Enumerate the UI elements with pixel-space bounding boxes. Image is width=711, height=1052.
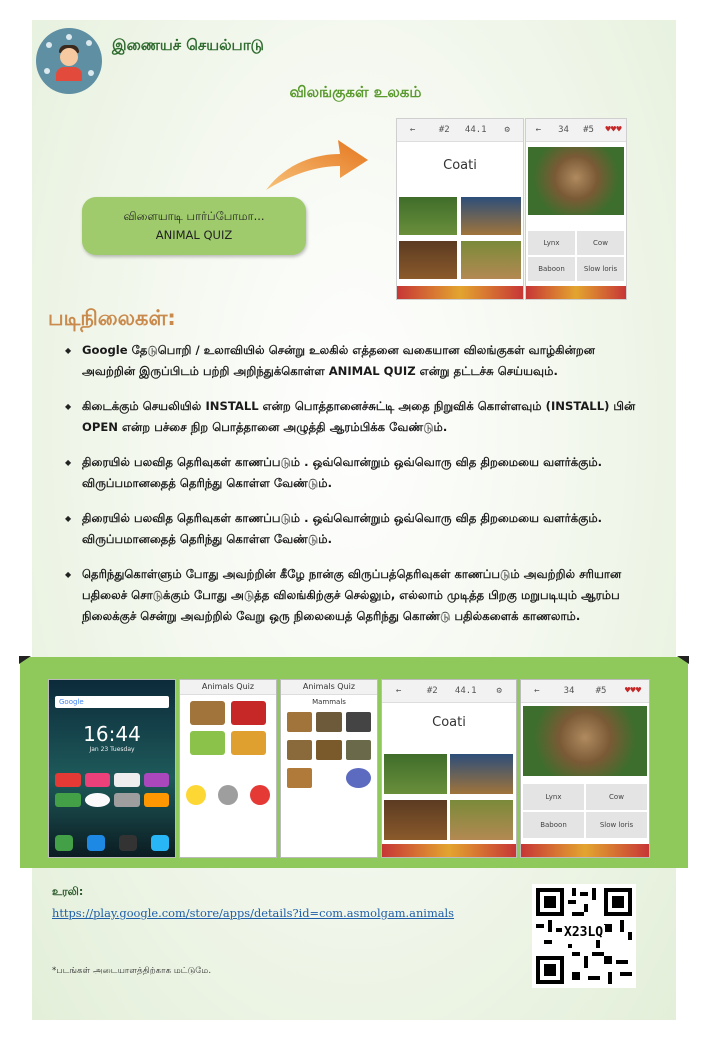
student-shirt: [56, 67, 82, 81]
hearts-icon: ♥♥♥: [605, 125, 622, 135]
gear-icon: ⚙: [504, 125, 510, 135]
animal-photo-coati-2: [461, 197, 521, 235]
answer-option-1[interactable]: Lynx: [528, 231, 575, 255]
category-reptiles[interactable]: [190, 731, 225, 755]
preview-quiz-screen: [396, 118, 524, 300]
step-item: ◆ கிடைக்கும் செயலியில் INSTALL என்ற பொத்தானைச்சுட்டி அதை நிறுவிக் கொள்ளவும் (INSTALL) பின் OPEN என்ற பச்சை நிற பொத்தானை அழுத்தி ஆரம்பிக்க வேண்டும்.: [62, 396, 652, 438]
qr-code-label: X23LQ: [564, 925, 604, 940]
google-search-bar: Google: [55, 696, 169, 708]
browser-icon[interactable]: [151, 835, 169, 851]
app-icon[interactable]: [85, 773, 111, 787]
mode-tile[interactable]: [316, 740, 341, 760]
phone-home-screenshot: [48, 679, 176, 858]
animal-photo-slow-loris: [528, 147, 624, 215]
student-face-icon: [60, 48, 78, 66]
app-icon[interactable]: [55, 773, 81, 787]
level-number: #5: [595, 686, 607, 696]
step-item: ◆ திரையில் பலவித தெரிவுகள் காணப்படும் . ஒவ்வொன்றும் ஒவ்வொரு வித திறமையை வளர்க்கும். விருப்பமானதைத் தெரிந்து கொள்ள வேண்டும்.: [62, 452, 652, 494]
step-item: ◆ Google தேடுபொறி / உலாவியில் சென்று உலகில் எத்தனை வகையான விலங்குகள் வாழ்கின்றன அவற்றின் இருப்பிடம் பற்றி அறிந்துக்கொள்ள ANIMAL QUIZ என்று தட்டச்சு செய்யவும்.: [62, 340, 652, 382]
mode-tile[interactable]: [346, 740, 371, 760]
star-icon[interactable]: [186, 785, 206, 805]
app-icon[interactable]: [144, 793, 170, 807]
app-store-link[interactable]: https://play.google.com/store/apps/details?id=com.asmolgam.animals: [52, 906, 455, 920]
ad-banner: [397, 286, 523, 299]
answer-option-3[interactable]: Baboon: [528, 257, 575, 281]
callout-box: [82, 197, 306, 255]
messages-icon[interactable]: [87, 835, 105, 851]
quiz-answer-screenshot: [520, 679, 650, 858]
step-item: ◆ திரையில் பலவித தெரிவுகள் காணப்படும் . ஒவ்வொன்றும் ஒவ்வொரு வித திறமையை வளர்க்கும். விருப்பமானதைத் தெரிந்து கொள்ள வேண்டும்.: [62, 508, 652, 550]
gear-icon: ⚙: [496, 686, 502, 696]
page-subtitle: விலங்குகள் உலகம்: [289, 83, 422, 101]
quiz-score: 44.1: [454, 686, 477, 696]
callout-line-2: ANIMAL QUIZ: [155, 228, 233, 242]
hint-count: 34: [563, 686, 575, 696]
steps-list: [62, 340, 652, 641]
phone-icon[interactable]: [55, 835, 73, 851]
rocket-icon[interactable]: [250, 785, 270, 805]
dock: [55, 835, 169, 851]
app-icon[interactable]: [85, 793, 111, 807]
animal-photo[interactable]: [384, 754, 447, 794]
clock-date: Jan 23 Tuesday: [89, 746, 135, 753]
back-arrow-icon: ←: [535, 125, 542, 135]
answer-option-2[interactable]: Cow: [586, 784, 647, 810]
steps-heading: படிநிலைகள்:: [48, 306, 176, 330]
animal-photo[interactable]: [450, 800, 513, 840]
quiz-menu-screenshot: [179, 679, 277, 858]
footnote: *படங்கள் அடையாளத்திற்காக மட்டுமே.: [52, 966, 212, 976]
step-item: ◆ தெரிந்துகொள்ளும் போது அவற்றின் கீழே நான்கு விருப்பத்தெரிவுகள் காணப்படும் அவற்றில் சரியான பதிலைச் சொடுக்கும் போது அடுத்த விலங்கிற்குச் செல்லும், எல்லாம் முடித்த பிறகு மறுபடியும் ஆரம்ப நிலைக்குச் சென்று அவற்றில் வேறு ஒரு நிலையைத் தெரிந்து கொண்டு பதில்களைக் காணலாம்.: [62, 564, 652, 627]
mammals-screenshot: [280, 679, 378, 858]
category-birds[interactable]: [231, 701, 266, 725]
app-icon[interactable]: [144, 773, 170, 787]
hearts-icon: ♥♥♥: [624, 686, 642, 696]
back-arrow-icon: ←: [534, 686, 540, 696]
app-icon[interactable]: [114, 773, 140, 787]
animal-photo-deer: [461, 241, 521, 279]
quiz-score: 44.1: [464, 125, 487, 135]
curved-arrow-icon: [262, 132, 372, 202]
animal-photo[interactable]: [450, 754, 513, 794]
answer-option-4[interactable]: Slow loris: [586, 812, 647, 838]
quiz-number: #2: [426, 686, 438, 696]
callout-line-1: விளையாடி பார்ப்போமா...: [123, 209, 265, 223]
gear-icon[interactable]: [218, 785, 238, 805]
animal-photo-coati-1: [399, 197, 457, 235]
mode-tile[interactable]: [287, 740, 312, 760]
question-word: Coati: [443, 158, 477, 173]
quiz-number: #2: [438, 125, 450, 135]
mode-tile[interactable]: [287, 712, 312, 732]
app-grid: [55, 773, 169, 807]
preview-answer-screen: [525, 118, 627, 300]
mode-tile[interactable]: [316, 712, 341, 732]
question-word: Coati: [432, 715, 466, 730]
category-mammals[interactable]: [190, 701, 225, 725]
trash-icon[interactable]: [346, 768, 371, 788]
animal-photo-slow-loris: [523, 706, 647, 776]
app-icon[interactable]: [55, 793, 81, 807]
animal-photo[interactable]: [384, 800, 447, 840]
back-arrow-icon: ←: [396, 686, 402, 696]
answer-option-3[interactable]: Baboon: [523, 812, 584, 838]
back-arrow-icon: ←: [410, 125, 416, 135]
answer-option-4[interactable]: Slow loris: [577, 257, 624, 281]
answer-option-2[interactable]: Cow: [577, 231, 624, 255]
answer-option-1[interactable]: Lynx: [523, 784, 584, 810]
mammals-app-title: Animals Quiz: [281, 680, 377, 695]
level-number: #5: [583, 125, 594, 135]
ad-banner: [521, 844, 649, 857]
camera-icon[interactable]: [119, 835, 137, 851]
clock-time: 16:44: [83, 722, 141, 746]
hint-count: 34: [558, 125, 569, 135]
category-fish[interactable]: [231, 731, 266, 755]
page-title: இணையச் செயல்பாடு: [112, 36, 264, 54]
animal-photo-coati-3: [399, 241, 457, 279]
mode-tile[interactable]: [287, 768, 312, 788]
ad-banner: [526, 286, 626, 299]
menu-title: Animals Quiz: [180, 680, 276, 695]
mammals-heading: Mammals: [312, 698, 346, 706]
app-icon[interactable]: [114, 793, 140, 807]
url-label: உரலி:: [52, 885, 84, 898]
quiz-question-screenshot: [381, 679, 517, 858]
ad-banner: [382, 844, 516, 857]
mode-tile[interactable]: [346, 712, 371, 732]
